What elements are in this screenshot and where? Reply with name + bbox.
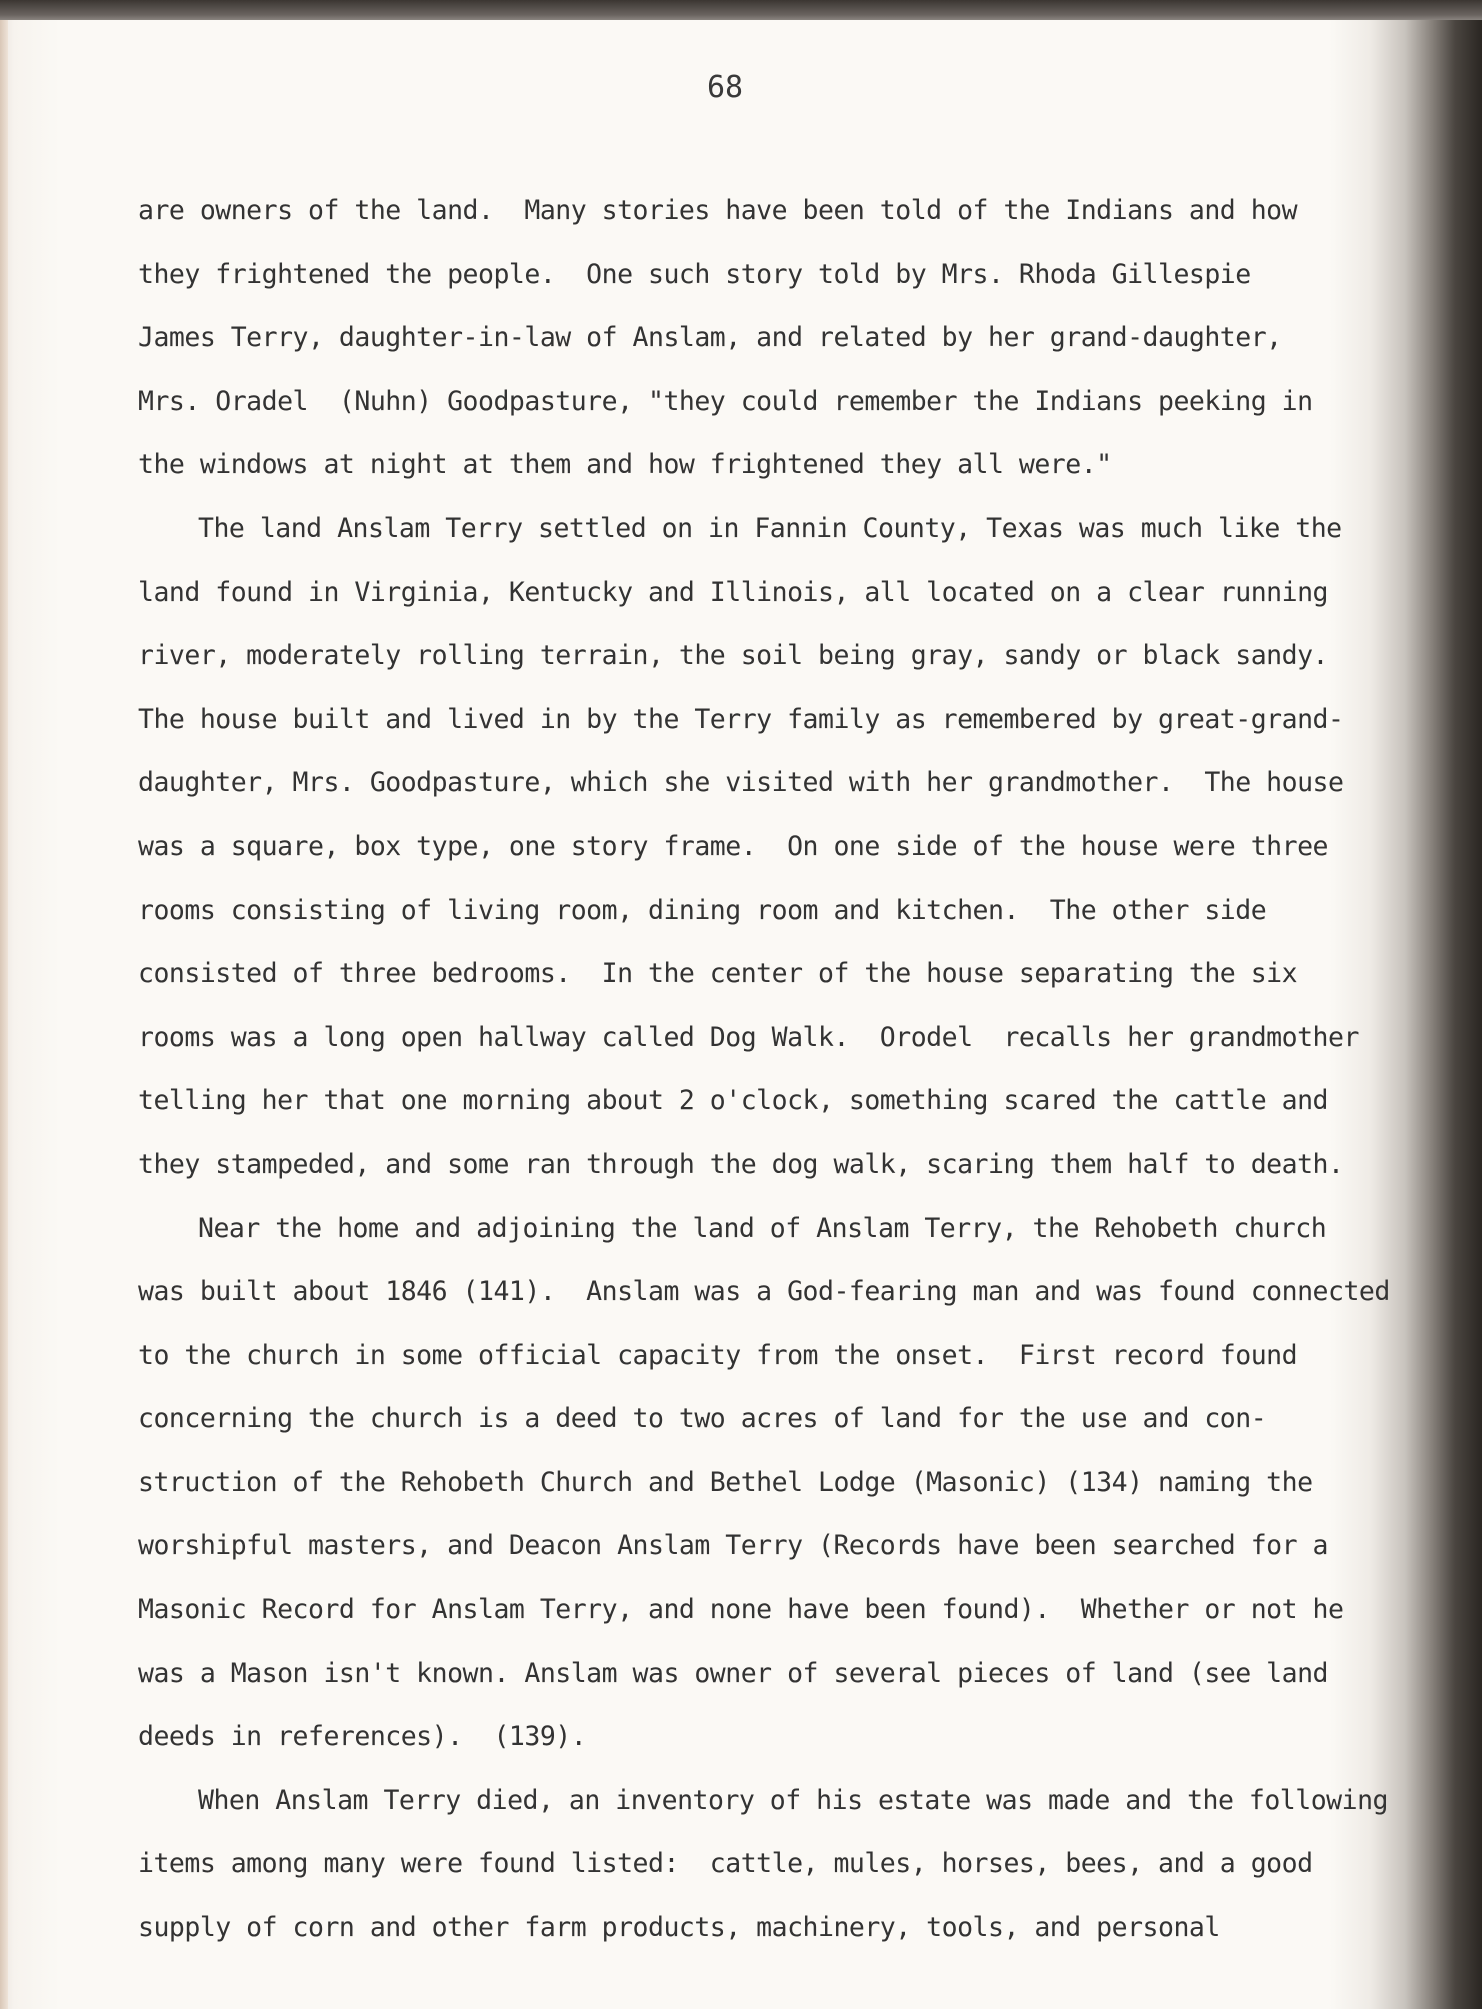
body-text	[138, 179, 1398, 1960]
text-line: concerning the church is a deed to two acres of land for the use and con-	[138, 1403, 1267, 1435]
text-line: rooms consisting of living room, dining room and kitchen. The other side	[138, 894, 1267, 926]
text-line: the windows at night at them and how frightened they all were."	[138, 449, 1112, 481]
text-line: supply of corn and other farm products, machinery, tools, and personal	[138, 1912, 1220, 1944]
text-line: was built about 1846 (141). Anslam was a God-fearing man and was found connected	[138, 1276, 1390, 1308]
text-line: struction of the Rehobeth Church and Bethel Lodge (Masonic) (134) naming the	[138, 1466, 1313, 1498]
text-line: river, moderately rolling terrain, the soil being gray, sandy or black sandy.	[138, 640, 1328, 672]
text-line: consisted of three bedrooms. In the center of the house separating the six	[138, 958, 1298, 990]
text-line: The house built and lived in by the Terry family as remembered by great-grand-	[138, 703, 1344, 735]
paragraph-first-line: Near the home and adjoining the land of Anslam Terry, the Rehobeth church	[198, 1212, 1327, 1244]
text-line: Mrs. Oradel (Nuhn) Goodpasture, "they could remember the Indians peeking in	[138, 385, 1313, 417]
text-line: was a Mason isn't known. Anslam was owner of several pieces of land (see land	[138, 1657, 1328, 1689]
text-line: deeds in references). (139).	[138, 1721, 587, 1753]
paper-left-edge	[0, 20, 8, 2009]
page-number: 68	[706, 70, 744, 105]
text-line: items among many were found listed: cattle, mules, horses, bees, and a good	[138, 1848, 1313, 1880]
text-line: James Terry, daughter-in-law of Anslam, and related by her grand-daughter,	[138, 322, 1282, 354]
text-line: to the church in some official capacity from the onset. First record found	[138, 1339, 1298, 1371]
text-line: land found in Virginia, Kentucky and Illinois, all located on a clear running	[138, 576, 1328, 608]
text-line: worshipful masters, and Deacon Anslam Terry (Records have been searched for a	[138, 1530, 1328, 1562]
paragraph-first-line: When Anslam Terry died, an inventory of his estate was made and the following	[198, 1784, 1388, 1816]
text-line: rooms was a long open hallway called Dog Walk. Orodel recalls her grandmother	[138, 1021, 1359, 1053]
text-line: daughter, Mrs. Goodpasture, which she visited with her grandmother. The house	[138, 767, 1344, 799]
text-line: Masonic Record for Anslam Terry, and none have been found). Whether or not he	[138, 1594, 1344, 1626]
text-line: they frightened the people. One such story told by Mrs. Rhoda Gillespie	[138, 258, 1251, 290]
text-line: are owners of the land. Many stories have been told of the Indians and how	[138, 195, 1298, 226]
text-line: was a square, box type, one story frame. On one side of the house were three	[138, 830, 1328, 862]
paragraph-first-line: The land Anslam Terry settled on in Fannin County, Texas was much like the	[198, 512, 1342, 544]
text-line: telling her that one morning about 2 o'clock, something scared the cattle and	[138, 1085, 1328, 1117]
text-line: they stampeded, and some ran through the dog walk, scaring them half to death.	[138, 1148, 1344, 1180]
